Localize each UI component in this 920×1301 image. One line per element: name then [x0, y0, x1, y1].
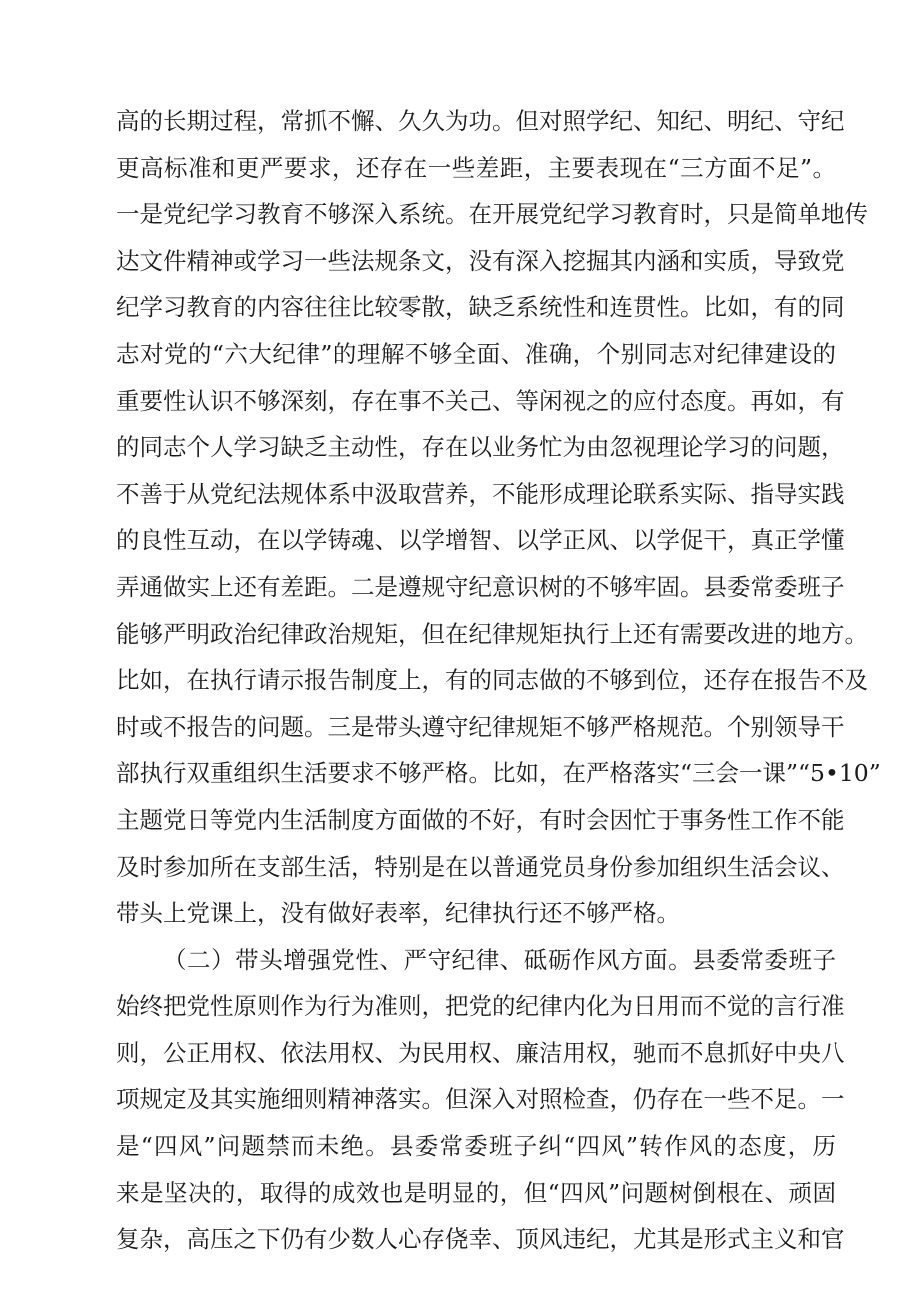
text-line: 项规定及其实施细则精神落实。但深入对照检查，仍存在一些不足。一: [116, 1085, 845, 1114]
text-line: 纪学习教育的内容往往比较零散，缺乏系统性和连贯性。比如，有的同: [116, 293, 845, 322]
text-line: 高的长期过程，常抓不懈、久久为功。但对照学纪、知纪、明纪、守纪: [116, 107, 845, 135]
text-line: 复杂，高压之下仍有少数人心存侥幸、顶风违纪，尤其是形式主义和官: [116, 1225, 845, 1254]
text-line: 的同志个人学习缺乏主动性，存在以业务忙为由忽视理论学习的问题，: [116, 433, 845, 462]
text-line: 的良性互动，在以学铸魂、以学增智、以学正风、以学促干，真正学懂: [116, 526, 845, 555]
text-line: 达文件精神或学习一些法规条文，没有深入挖掘其内涵和实质，导致党: [116, 246, 845, 275]
text-line: 不善于从党纪法规体系中汲取营养，不能形成理论联系实际、指导实践: [116, 479, 845, 508]
text-line: 弄通做实上还有差距。二是遵规守纪意识树的不够牢固。县委常委班子: [116, 572, 845, 601]
text-line: 更高标准和更严要求，还存在一些差距，主要表现在“三方面不足”。: [116, 153, 836, 182]
text-line: 始终把党性原则作为行为准则，把党的纪律内化为日用而不觉的言行准: [116, 992, 845, 1021]
text-line: 一是党纪学习教育不够深入系统。在开展党纪学习教育时，只是简单地传: [116, 200, 868, 229]
text-line: 来是坚决的，取得的成效也是明显的，但“四风”问题树倒根在、顽固: [116, 1178, 836, 1207]
body-text: [116, 98, 881, 1263]
text-line: 是“四风”问题禁而未绝。县委常委班子纠“四风”转作风的态度，历: [116, 1132, 836, 1161]
text-line: 比如，在执行请示报告制度上，有的同志做的不够到位，还存在报告不及: [116, 666, 868, 695]
text-line: 重要性认识不够深刻，存在事不关己、等闲视之的应付态度。再如，有: [116, 386, 845, 415]
section-heading-line: （二）带头增强党性、严守纪律、砥砺作风方面。县委常委班子: [163, 945, 836, 974]
text-line: 时或不报告的问题。三是带头遵守纪律规矩不够严格规范。个别领导干: [116, 712, 845, 741]
text-line: 志对党的“六大纪律”的理解不够全面、准确，个别同志对纪律建设的: [116, 339, 836, 368]
text-line: 主题党日等党内生活制度方面做的不好，有时会因忙于事务性工作不能: [116, 805, 845, 834]
text-line: 则，公正用权、依法用权、为民用权、廉洁用权，驰而不息抓好中央八: [116, 1038, 845, 1067]
text-line: 能够严明政治纪律政治规矩，但在纪律规矩执行上还有需要改进的地方。: [116, 619, 868, 648]
paragraph-end-line: 带头上党课上，没有做好表率，纪律执行还不够严格。: [116, 899, 680, 928]
text-line: 及时参加所在支部生活，特别是在以普通党员身份参加组织生活会议、: [116, 852, 845, 881]
text-line: 部执行双重组织生活要求不够严格。比如，在严格落实“三会一课”“5•10”: [116, 759, 881, 788]
